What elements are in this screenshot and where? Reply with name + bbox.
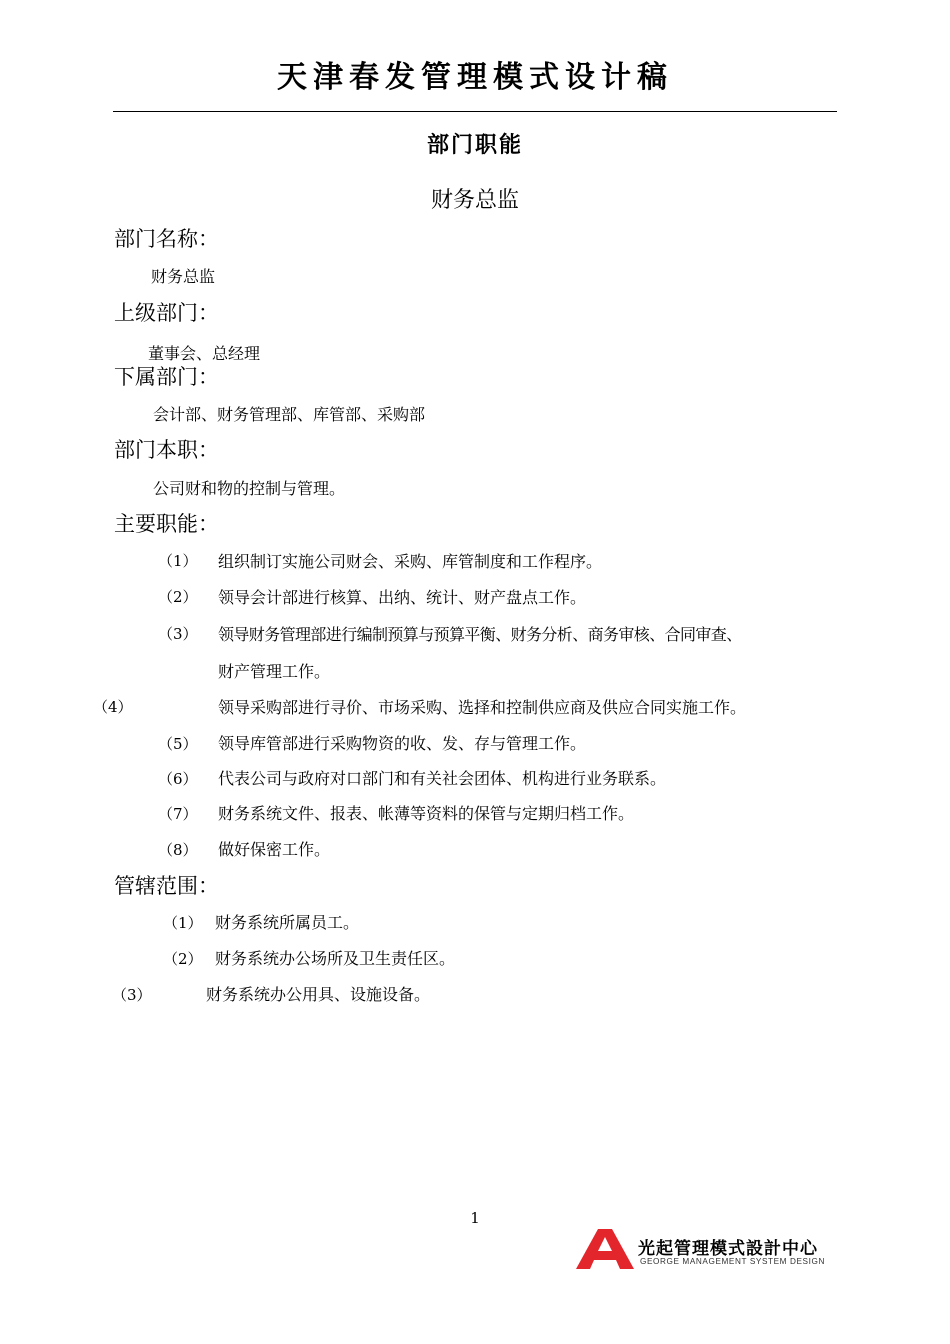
function-text: 财务系统文件、报表、帐薄等资料的保管与定期归档工作。 [218, 804, 635, 823]
page-number: 1 [470, 1209, 480, 1227]
duty-heading: 部门本职： [114, 438, 219, 462]
scope-heading: 管辖范围： [114, 874, 219, 898]
function-text: 领导会计部进行核算、出纳、统计、财产盘点工作。 [218, 588, 587, 607]
function-text: 组织制订实施公司财会、采购、库管制度和工作程序。 [218, 552, 603, 571]
document-title: 天津春发管理模式设计稿 [277, 60, 673, 95]
function-num: （2） [158, 588, 198, 606]
subordinate-heading: 下属部门： [114, 365, 219, 389]
scope-num: （3） [112, 986, 152, 1004]
function-num: （6） [158, 770, 198, 788]
superior-heading: 上级部门： [114, 301, 219, 325]
function-num: （1） [158, 552, 198, 570]
function-text: 代表公司与政府对口部门和有关社会团体、机构进行业务联系。 [218, 769, 667, 788]
dept-name-value: 财务总监 [151, 267, 216, 286]
superior-value: 董事会、总经理 [148, 344, 261, 363]
dept-name-heading: 部门名称： [114, 227, 219, 251]
section-title: 部门职能 [426, 132, 523, 158]
function-text: 领导财务管理部进行编制预算与预算平衡、财务分析、商务审核、合同审查、 [218, 625, 742, 644]
header-rule [113, 111, 837, 112]
function-text-continued: 财产管理工作。 [218, 662, 331, 681]
function-num: （4） [93, 698, 133, 716]
function-text: 做好保密工作。 [218, 840, 331, 859]
logo-a-icon [574, 1227, 636, 1271]
function-text: 领导采购部进行寻价、市场采购、选择和控制供应商及供应合同实施工作。 [218, 698, 747, 717]
function-num: （3） [158, 625, 198, 643]
scope-text: 财务系统办公用具、设施设备。 [206, 985, 431, 1004]
logo-chinese-name: 光起管理模式設計中心 [638, 1239, 818, 1259]
function-num: （8） [158, 841, 198, 859]
functions-heading: 主要职能： [114, 512, 219, 536]
function-text: 领导库管部进行采购物资的收、发、存与管理工作。 [218, 734, 587, 753]
function-num: （5） [158, 735, 198, 753]
function-num: （7） [158, 805, 198, 823]
scope-text: 财务系统所属员工。 [215, 913, 360, 932]
logo-english-name: GEORGE MANAGEMENT SYSTEM DESIGN [640, 1257, 825, 1266]
scope-num: （2） [163, 950, 203, 968]
scope-num: （1） [163, 914, 203, 932]
duty-value: 公司财和物的控制与管理。 [153, 479, 346, 498]
section-subtitle: 财务总监 [430, 188, 519, 213]
scope-text: 财务系统办公场所及卫生责任区。 [215, 949, 456, 968]
subordinate-value: 会计部、财务管理部、库管部、采购部 [153, 405, 426, 424]
